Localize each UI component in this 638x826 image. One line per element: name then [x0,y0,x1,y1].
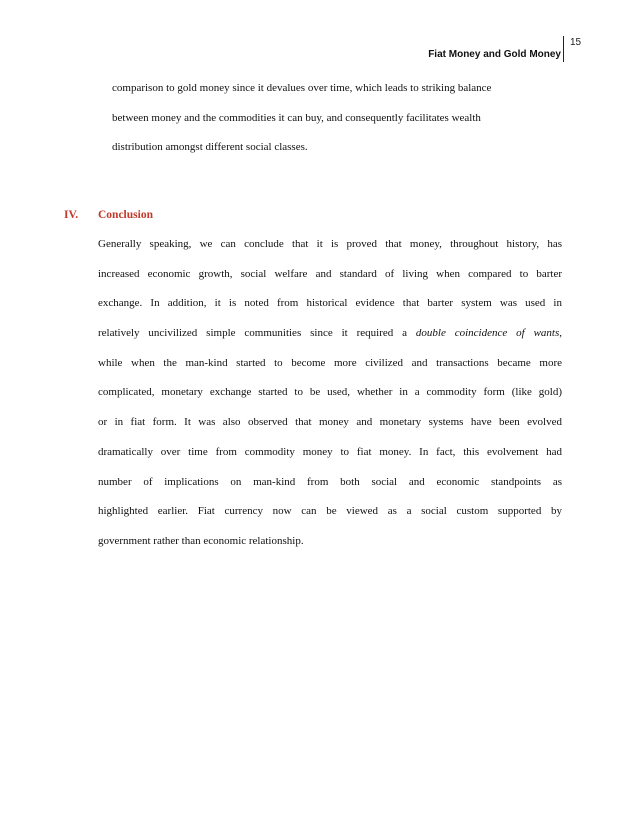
page-number: 15 [570,37,582,48]
paragraph-line: complicated, monetary exchange started to be used, whether in a commodity form (like gold) [98,386,562,399]
paragraph-line: exchange. In addition, it is noted from historical evidence that barter system was used in [98,297,562,310]
line-text: relatively uncivilized simple communities since it required a [98,327,408,340]
paragraph-line: dramatically over time from commodity money to fiat money. In fact, this evolvement had [98,445,562,458]
italic-term: double coincidence of wants [415,327,560,340]
paragraph-line: government rather than economic relationship. [98,534,304,547]
paragraph-line: or in fiat form. It was also observed that money and monetary systems have been evolved [98,416,562,429]
comma: , [559,327,563,340]
paragraph-line: while when the man-kind started to become more civilized and transactions became more [98,356,562,369]
paragraph-line: comparison to gold money since it devalues over time, which leads to striking balance [112,82,492,94]
paragraph-line: distribution amongst different social classes. [112,141,308,154]
paragraph-line: highlighted earlier. Fiat currency now can be viewed as a social custom supported by [98,505,562,518]
paragraph-line: between money and the commodities it can buy, and consequently facilitates wealth [112,111,481,124]
paragraph-line: number of implications on man-kind from both social and economic standpoints as [98,475,562,488]
header-divider [563,36,564,62]
paragraph-line: Generally speaking, we can conclude that it is proved that money, throughout history, has [98,238,562,250]
section-heading: Conclusion [98,209,153,221]
running-header-title: Fiat Money and Gold Money [428,49,561,60]
paragraph-line [98,325,562,355]
conclusion-paragraph [98,236,562,563]
section-number: IV. [64,209,79,221]
paragraph-line: increased economic growth, social welfare and standard of living when compared to barter [98,267,562,280]
continuation-paragraph [112,80,532,169]
